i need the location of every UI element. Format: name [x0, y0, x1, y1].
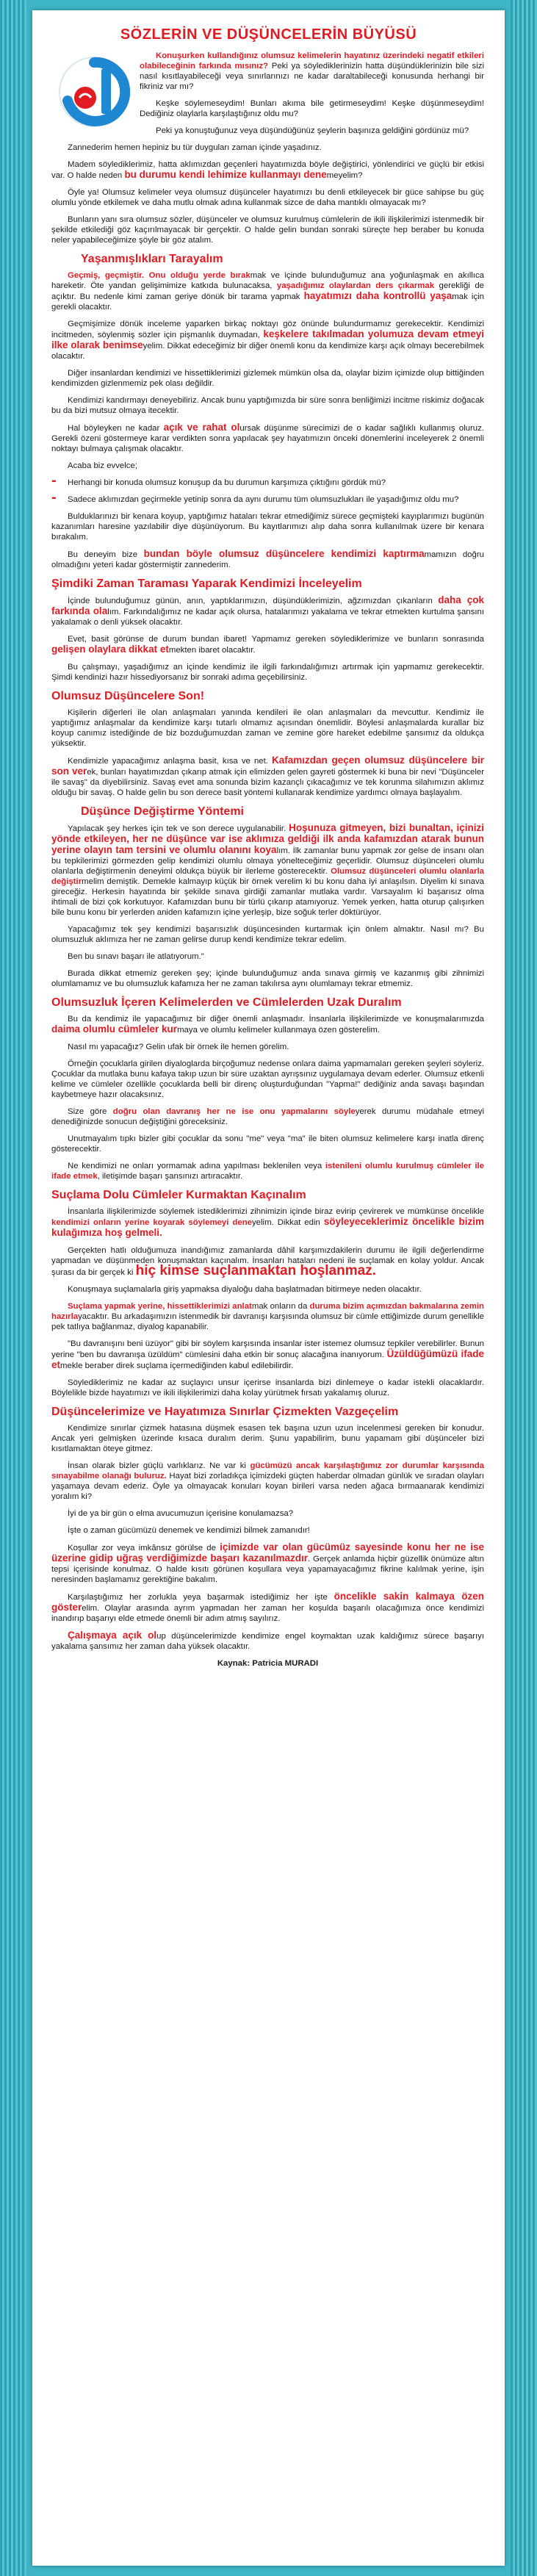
section-paragraph: İnsanlarla ilişkilerimizde söylemek istediklerimizi zihnimizin içinde biraz evirip çevirerek ve mümkünse öncelikle kendimizi onların yerine koyarak söylemeyi deneyelim. Dikkat edin söyleyeceklerimiz öncelikle bizim kulağımıza hoş gelmeli. — [51, 1207, 484, 1238]
section-heading: Olumsuz Düşüncelere Son! — [51, 690, 205, 702]
section-paragraph: Hal böyleyken ne kadar açık ve rahat olursak düşünme sürecimizi de o kadar sağlıklı kullanmış oluruz. Gerekli özeni göstermeye karar verdikten sonra yapılacak şey hayatımızın önceki dönemlerini inceleyerek 2 önemli noktayı bulmaya çalışmak olacaktır. — [51, 422, 484, 453]
intro-paragraph: Keşke söylemeseydim! Bunları akıma bile getirmeseydim! Keşke düşünmeseydim! Dediğiniz olaylarla karşılaştığınız oldu mu? — [140, 99, 484, 118]
section-paragraph: Bu çalışmayı, yaşadığımız an içinde kendimiz ile ilgili farkındalığımızı artırmak için yapmamız gerekecektir. Şimdi kendinizi hazır hissediyorsanız bir sonraki adıma geçebilirsiniz. — [51, 663, 484, 682]
section-heading: Düşüncelerimize ve Hayatımıza Sınırlar Çizmekten Vazgeçelim — [51, 1406, 399, 1418]
brand-logo-icon — [57, 55, 131, 129]
section-paragraph: Ben bu sınavı başarı ile atlatıyorum." — [68, 952, 204, 961]
section-paragraph: Yapacağımız tek şey kendimizi başarısızlık düşüncesinden kurtarmak için önlem almaktır. Nasıl mı? Bu olumsuzluk aklımıza her ne zaman gelirse durup kendi kendimize tekrar edelim. — [51, 925, 484, 944]
section-paragraph: İnsan olarak bizler güçlü varlıklarız. Ne var ki gücümüzü ancak karşılaştığımız zor durumlar karşısında sınayabilme olanağı buluruz. Hayat bizi zorladıkça içimizdeki güçten haberdar olmadan günlük ve sıradan olayları yaşamaya devam ederiz. Öyle ya olmayacak konuları koyan birileri varsa neden ağaca bırmaanarak kendimizi yoralım ki? — [51, 1461, 484, 1501]
section-paragraph: Bulduklarınızı bir kenara koyup, yaptığımız hataları tekrar etmediğimiz sürece geçmişteki kayıplarımızı bugünün kazanımları haresine yazılabilir diye düşünüyorum. Bu kayıtlarımızı alıp daha sonra kullanılmak üzere bir kenara bırakalım. — [51, 512, 484, 542]
section-paragraph: Unutmayalım tıpkı bizler gibi çocuklar da sonu "me" veya "ma" ile biten olumsuz kelimelere karşı inatla direnç gösterecektir. — [51, 1134, 484, 1154]
right-decorative-border — [511, 0, 537, 2576]
section-paragraph: Geçmişimize dönük inceleme yaparken birkaç noktayı göz önünde bulundurmamız gerekecektir. Kendimizi incitmeden, söylenmiş sözler için pişmanlık duymadan, keşkelere takılmadan yolumuza devam etmeyi ilke olarak benimseyelim. Dikkat edeceğimiz bir diğer önemli konu da kendimize karşı açık olmayı becerebilmek olacaktır. — [51, 320, 484, 361]
section-heading: Şimdiki Zaman Taraması Yaparak Kendimizi İnceleyelim — [51, 578, 362, 590]
intro-paragraph: Bunların yanı sıra olumsuz sözler, düşünceler ve olumsuz kurulmuş cümlelerin de ikili ilişkilerimizi istenmedik bir şekilde etkilediği göz kaçırılmayacak bir gerçektir. O halde gelin bundan sonraki süreçte hep beraber bu konuda neler yapabileceğimize şöyle bir göz atalım. — [51, 215, 484, 245]
section-paragraph: "Bu davranışını beni üzüyor" gibi bir söylem karşısında insanlar ister istemez olumsuz tepkiler verebilirler. Bunun yerine "ben bu davranışa üzüldüm" cümlesini daha etkin bir sonuç alacağına inanıyorum. Üzüldüğümüzü ifade etmekle beraber direk suçlama içermediğinden kabul edilebilirdir. — [51, 1339, 484, 1370]
section-paragraph: Kişilerin diğerleri ile olan anlaşmaları yanında kendileri ile olan anlaşmaları da mevcuttur. Kendimiz ile yaptığımız anlaşmalar da kendimize karşı tutarlı olmamız açısından önemlidir. Böylesi anlaşmalarda kurallar biz koyup canımız istediğinde de biz bozduğumuzdan zaman ve zemine göre hareket edebilme şansımız da oldukça yüksektir. — [51, 708, 484, 748]
section-paragraph: İşte o zaman gücümüzü denemek ve kendimizi bilmek zamanıdır! — [68, 1526, 310, 1535]
intro-paragraph: Konuşurken kullandığınız olumsuz kelimelerin hayatınız üzerindeki negatif etkileri olabileceğinin farkında mısınız? Peki ya söylediklerinizin hatta düşündüklerinizin bile sizi nasıl kısıtlayabileceği veya sınırlarınızı ne kadar daraltabileceği konusunda herhangi bir fikriniz var mı? — [140, 51, 484, 91]
intro-paragraph: Madem söylediklerimiz, hatta aklımızdan geçenleri hayatımızda böyle değiştirici, yönlendirici ve güçlü bir etkisi var. O halde neden bu durumu kendi lehimize kullanmayı denemeyelim? — [51, 160, 484, 180]
bullet-item: - Sadece aklımızdan geçirmekle yetinip sonra da aynı durumu tüm olumsuzlukları ile yaşadığımız oldu mu? — [51, 494, 484, 505]
left-decorative-border — [0, 0, 26, 2576]
section-paragraph: Kendimize sınırlar çizmek hatasına düşmek esasen tek başına uzun uzun incelenmesi gereken bir konudur. Ancak yeri gelmişken üzerinde kısaca duralım derim. Şunu yapabilirim, bunu yapamam gibi düşünceler bizi kısıtlamaktan öteye gitmez. — [51, 1424, 484, 1453]
article-body — [32, 48, 505, 1669]
section-heading: Düşünce Değiştirme Yöntemi — [81, 805, 244, 818]
section-paragraph: Burada dikkat etmemiz gereken şey; içinde bulunduğumuz anda sınava girmiş ve kazanmış gibi zihnimizi olumlamamız ve bu olumsuzluk kafamıza her ne zaman takılırsa aynı olumlamayı tekrar etmemiz. — [51, 969, 484, 988]
intro-paragraph: Zannederim hemen hepiniz bu tür duyguları zaman içinde yaşadınız. — [68, 143, 322, 152]
section-paragraph: Size göre doğru olan davranış her ne ise onu yapmalarını söyleyerek durumu müdahale etmeyi denediğinizde sonucun değiştiğini göreceksiniz. — [51, 1107, 485, 1126]
section-paragraph: Çalışmaya açık olup düşüncelerimizde kendimize engel koymaktan uzak kaldığımız sürece başarıyı yakalama şansımız her zaman daha yüksek olacaktır. — [51, 1630, 484, 1651]
section-heading: Yaşanmışlıkları Tarayalım — [81, 253, 223, 265]
author-credit: Kaynak: Patricia MURADI — [217, 1659, 319, 1668]
section-paragraph: Koşullar zor veya imkânsız görülse de içimizde var olan gücümüz sayesinde konu her ne ise üzerine gidip uğraş verdiğimizde başarı kazanılmazdır. Gerçek anlamda hiçbir güzellik önümüze altın tepsi içerisinde konulmaz. O halde kısıtı görünen koşullara veya yapamayacağımız fikrine kalılmak yerine, işin neresinden başlamamız gerektiğine bakalım. — [51, 1541, 484, 1584]
section-heading: Olumsuzluk İçeren Kelimelerden ve Cümlelerden Uzak Duralım — [51, 996, 402, 1009]
bullet-item: - Herhangi bir konuda olumsuz konuşup da bu durumun karşımıza çıktığını gördük mü? — [51, 478, 484, 488]
section-paragraph: Örneğin çocuklarla girilen diyaloglarda birçoğumuz nedense onlara daima yapmamaları gereken şeyleri söyleriz. Çocuklar da mutlaka bunu kafaya takıp uzun bir süre uzaktan ayrışsınız uygulamaya devam ederler. Olumsuz etkenli kelime ve cümleler özellikle çocuklarda belli bir direnç oluşturduğundan "Yapma!" dediğiniz anda savaşı başından kaybetmeye hazır olacaksınız. — [51, 1059, 484, 1099]
section-paragraph: Yapılacak şey herkes için tek ve son derece uygulanabilir. Hoşunuza gitmeyen, bizi bunaltan, içinizi yönde etkileyen, her ne düşünce var ise aklımıza geldiği ilk anda kafamızdan atarak bunun yerine olayın tam tersini ve olumlu olanını koyalım. İlk zamanlar bunu yapmak zor gelse de insanı olan bu tepkilerimizi görmezden gelip kendimizi olumlu olmaya yönelteceğimiz geçerlidir. Olumsuz düşünceleri olumlu olanlarla değiştirmenin deneyimi oldukça büyük bir ilerleme gösterecektir. Olumsuz düşünceleri olumlu olanlarla değiştirmelim demiştik. Demekle kalmayıp küçük bir örnek verelim ki bu konu daha iyi anlaşılsın. Diyelim ki sınava gireceğiz. Herkesin hayatında bir şekilde sınava girdiği zamanlar mutlaka vardır. Varsayalım ki başarısız olma ihtimali de bizi çok korkutuyor. Kafamızdan bunu bir türlü çıkarıp atamıyoruz. Yemek yerken, hatta oturup çalışırken bile bunu konu bir yerlerden aniden kafamızın içine yerleşip, bize soğuk terler döktürüyor. — [51, 822, 485, 917]
section-paragraph: Kendimizle yapacağımız anlaşma basit, kısa ve net. Kafamızdan geçen olumsuz düşüncelere bir son verek, bunları hayatımızdan çıkarıp atmak için elimizden gelen gayreti göstermek ki buna bir nevi "Düşünceler ile savaş" da diyebilirsiniz. Savaş evet ama sonunda bizim kazançlı çıkacağımız ve tek korunma silahımızın aklımız olduğu bir savaş. O halde gelin bu son derece basit yöntemi kullanarak kendimize yardımcı olmaya başlayalım. — [51, 755, 484, 797]
section-paragraph: Ne kendimizi ne onları yormamak adına yapılması beklenilen veya istenileni olumlu kurulmuş cümleler ile ifade etmek, iletişimde başarı şansınızı artıracaktır. — [51, 1162, 484, 1181]
section-paragraph: Gerçekten hatlı olduğumuza inandığımız zamanlarda dâhil karşımızdakilerin durumu ile ilgili değerlendirme yapmadan ve düşünmeden konuşmaktan kaçınalım. İnsanları hataları nedeni ile suçlamak en kolay yoldur. Ancak şurası da bir gerçek ki hiç kimse suçlanmaktan hoşlanmaz. — [51, 1246, 484, 1278]
section-paragraph: Bu deneyim bize bundan böyle olumsuz düşüncelere kendimizi kaptırmamamızın doğru olmadığını yeteri kadar göstermiştir zannederim. — [51, 548, 484, 569]
section-paragraph: Bu da kendimiz ile yapacağımız bir diğer önemli anlaşmadır. İnsanlarla ilişkilerimizde ve konuşmalarımızda daima olumlu cümleler kurmaya ve olumlu kelimeler kullanmaya özen gösterelim. — [51, 1015, 484, 1035]
article-sheet — [32, 10, 505, 2566]
section-heading: Suçlama Dolu Cümleler Kurmaktan Kaçınalım — [51, 1189, 306, 1201]
intro-paragraph: Öyle ya! Olumsuz kelimeler veya olumsuz düşünceler hayatımızı bu denli etkileyecek bir güce sahipse bu güç olumlu yönde etkilemek ve daha mutlu olmak adına kullanmak sizce de daha mantıklı olmayacak mı? — [51, 188, 484, 207]
section-paragraph: Nasıl mı yapacağız? Gelin ufak bir örnek ile hemen görelim. — [68, 1043, 289, 1051]
section-paragraph: Konuşmaya suçlamalarla giriş yapmaksa diyaloğu daha başlatmadan bitirmeye neden olacaktır. — [68, 1285, 422, 1294]
section-paragraph: Kendimizi kandırmayı deneyebiliriz. Ancak bunu yaptığımızda bir süre sonra benliğimizi incitme riskimiz doğacak bu da bizi mutsuz olmaya itecektir. — [51, 396, 484, 415]
section-paragraph: Acaba biz evvelce; — [68, 461, 137, 470]
section-paragraph: Suçlama yapmak yerine, hissettiklerimizi anlatmak onların da duruma bizim açımızdan bakmalarına zemin hazırlayacaktır. Bu arkadaşımızın istenmedik bir davranışı karşısında olumsuz bir cümle ettiğimizde durum genellikle pek tatlıya bağlanmaz, diyalog kapanabilir. — [51, 1302, 485, 1331]
section-paragraph: İçinde bulunduğumuz günün, anın, yaptıklarımızın, düşündüklerimizin, ağzımızdan çıkanların daha çok farkında olalım. Farkındalığımız ne kadar açık olursa, hatalarımızı yakalama ve tekrar etmekten kurtulma şansını yakalamak o denli yüksek olacaktır. — [51, 594, 484, 627]
article-title: SÖZLERİN VE DÜŞÜNCELERİN BÜYÜSÜ — [120, 26, 417, 43]
section-paragraph: Söylediklerimiz ne kadar az suçlayıcı unsur içerirse insanlarda bizi dinlemeye o kadar istekli olacaklardır. Böylelikle bizde hayatımızı ve ikili ilişkilerimizi daha kolay yürütmek fırsatı yakalamış oluruz. — [51, 1378, 484, 1397]
section-paragraph: İyi de ya bir gün o elma avucumuzun içerisine konulamazsa? — [68, 1509, 294, 1518]
section-paragraph: Evet, basit görünse de durum bundan ibaret! Yapmamız gereken söylediklerimize ve bunların sonrasında gelişen olaylara dikkat etmekten ibaret olacaktır. — [51, 635, 484, 655]
section-paragraph: Geçmiş, geçmiştir. Onu olduğu yerde bırakmak ve içinde bulunduğumuz ana yoğunlaşmak en akıllıca hareketir. Öte yandan gelişimimize katkıda bulunacaksa, yaşadığımız olaylardan ders çıkarmak gerekliği de açıktır. Bu nedenle kimi zaman geriye dönük bir tarama yapmak hayatımızı daha kontrollü yaşamak için gerekli olacaktır. — [51, 271, 485, 312]
section-paragraph: Karşılaştığımız her zorlukla yeya başarmak istediğimiz her işte öncelikle sakin kalmaya özen gösterelim. Olaylar arasında ayrım yapmadan her zaman her koşulda başarılı olacağımıza önce kendimizi inandırıp başarıyı elde etmede önemli bir adım atmış sayılırız. — [51, 1591, 484, 1623]
section-paragraph: Diğer insanlardan kendimizi ve hissettiklerimizi gizlemek mümkün olsa da, olaylar bizim içimizde olup bittiğinden kendimizden gizlenmemiz pek olası değildir. — [51, 369, 484, 388]
intro-paragraph: Peki ya konuştuğunuz veya düşündüğünüz şeylerin başınıza geldiğini gördünüz mü? — [156, 126, 469, 135]
